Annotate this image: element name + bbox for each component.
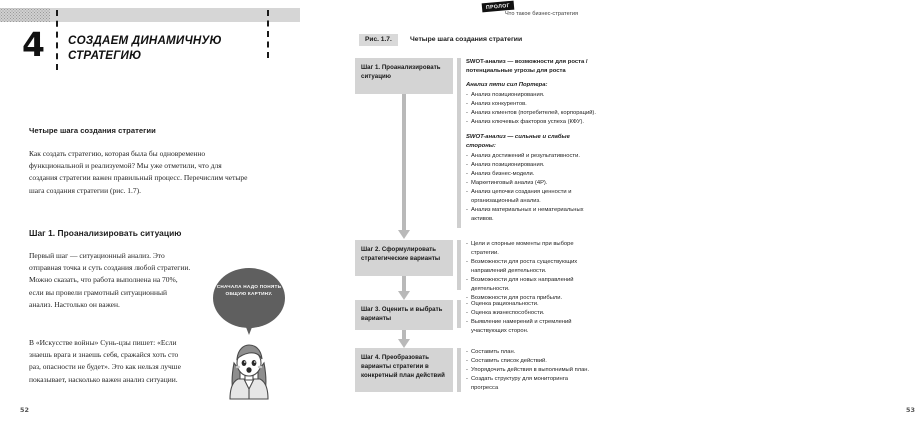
paragraph-step-1: Первый шаг — ситуационный анализ. Это отправная точка и суть создания любой стратегии. Можно сказать, что работа выполнена на 70%, если вы провели грамотный ситуационный анализ. Настолько он важен. bbox=[29, 251, 191, 309]
list-group-title: SWOT-анализ — возможности для роста / потенциальные угрозы для роста bbox=[466, 59, 588, 74]
list-item: - Анализ конкурентов. bbox=[466, 100, 596, 109]
character-illustration bbox=[222, 341, 276, 403]
list-group-items bbox=[466, 348, 596, 393]
flow-arrow-3-shaft bbox=[402, 330, 406, 339]
flow-arrow-2-head bbox=[398, 291, 410, 300]
list-item: - Составить план. bbox=[466, 348, 596, 357]
chapter-dashed-rule-left bbox=[56, 10, 58, 70]
folio-left: 52 bbox=[20, 406, 29, 414]
paragraph-intro: Как создать стратегию, которая была бы одновременно функциональной и реализуемой? Мы уже отметили, что для создания стратегии важен правильный процесс. Перечислим четыре шага создания стратегии (рис. 1.7). bbox=[29, 149, 248, 195]
list-group-items bbox=[466, 152, 596, 224]
flow-box-step-3: Шаг 3. Оценить и выбрать варианты bbox=[355, 300, 453, 330]
detail-list-step-1 bbox=[466, 58, 596, 230]
figure-caption: Четыре шага создания стратегии bbox=[410, 36, 523, 43]
chapter-number: 4 bbox=[22, 25, 45, 64]
folio-right: 53 bbox=[906, 406, 915, 414]
list-item: - Оценка рациональности. bbox=[466, 300, 596, 309]
chapter-band-halftone bbox=[0, 8, 50, 22]
list-item: - Оценка жизнеспособности. bbox=[466, 309, 596, 318]
speech-bubble-tail bbox=[244, 322, 254, 335]
flow-box-step-4: Шаг 4. Преобразовать варианты стратегии в конкретный план действий bbox=[355, 348, 453, 392]
list-group-items bbox=[466, 91, 596, 127]
list-spine-4 bbox=[457, 348, 461, 392]
list-item: - Цели и спорные моменты при выборе стратегии. bbox=[466, 240, 596, 258]
list-spine-1 bbox=[457, 58, 461, 228]
list-item: - Возможности для роста прибыли. bbox=[466, 294, 596, 303]
prolog-tab: ПРОЛОГ bbox=[482, 1, 515, 13]
detail-list-step-3 bbox=[466, 300, 596, 342]
list-item: - Маркетинговый анализ (4P). bbox=[466, 179, 596, 188]
list-item: - Анализ цепочки создания ценности и организационный анализ. bbox=[466, 188, 596, 206]
flow-box-step-2: Шаг 2. Сформулировать стратегические варианты bbox=[355, 240, 453, 276]
flow-arrow-1-head bbox=[398, 230, 410, 239]
section-heading-step-1: Шаг 1. Проанализировать ситуацию bbox=[29, 228, 182, 238]
list-item: - Анализ ключевых факторов успеха (КФУ). bbox=[466, 118, 596, 127]
flow-arrow-3-head bbox=[398, 339, 410, 348]
speech-bubble-text: СНАЧАЛА НАДО ПОНЯТЬ ОБЩУЮ КАРТИНУ. bbox=[216, 284, 282, 297]
list-spine-2 bbox=[457, 240, 461, 290]
figure-label: Рис. 1.7. bbox=[359, 34, 398, 46]
list-item: - Анализ достижений и результативности. bbox=[466, 152, 596, 161]
list-item: - Анализ позиционирования. bbox=[466, 91, 596, 100]
list-group-subtitle: SWOT-анализ — сильные и слабые стороны: bbox=[466, 133, 570, 149]
list-item: - Анализ позиционирования. bbox=[466, 161, 596, 170]
detail-list-step-4 bbox=[466, 348, 596, 399]
left-page bbox=[0, 0, 330, 423]
running-head: Что такое бизнес-стратегия bbox=[505, 11, 579, 17]
detail-list-step-2 bbox=[466, 240, 596, 309]
list-item: - Анализ материальных и нематериальных активов. bbox=[466, 206, 596, 224]
list-item: - Возможности для роста существующих направлений деятельности. bbox=[466, 258, 596, 276]
flow-arrow-1-shaft bbox=[402, 94, 406, 230]
right-page bbox=[330, 0, 915, 423]
list-spine-3 bbox=[457, 300, 461, 328]
list-group-items bbox=[466, 240, 596, 303]
speech-bubble bbox=[213, 268, 285, 328]
list-item: - Упорядочить действия в выполнимый план. bbox=[466, 366, 596, 375]
chapter-title: СОЗДАЕМ ДИНАМИЧНУЮ СТРАТЕГИЮ bbox=[68, 34, 222, 63]
list-item: - Возможности для новых направлений деятельности. bbox=[466, 276, 596, 294]
paragraph-sun-tzu: В «Искусстве войны» Сунь-цзы пишет: «Если знаешь врага и знаешь себя, сражайся хоть сто раз, опасности не будет». Это как нельзя лучше показывает, насколько важен анализ ситуации. bbox=[29, 338, 181, 384]
flow-arrow-2-shaft bbox=[402, 276, 406, 291]
section-heading-four-steps: Четыре шага создания стратегии bbox=[29, 126, 156, 135]
list-group-items bbox=[466, 300, 596, 336]
list-item: - Выявление намерений и стремлений участвующих сторон. bbox=[466, 318, 596, 336]
list-group-subtitle: Анализ пяти сил Портера: bbox=[466, 81, 548, 88]
list-item: - Создать структуру для мониторинга прогресса bbox=[466, 375, 596, 393]
list-item: - Составить список действий. bbox=[466, 357, 596, 366]
flow-box-step-1: Шаг 1. Проанализировать ситуацию bbox=[355, 58, 453, 94]
list-item: - Анализ клиентов (потребителей, корпораций). bbox=[466, 109, 596, 118]
list-item: - Анализ бизнес-модели. bbox=[466, 170, 596, 179]
